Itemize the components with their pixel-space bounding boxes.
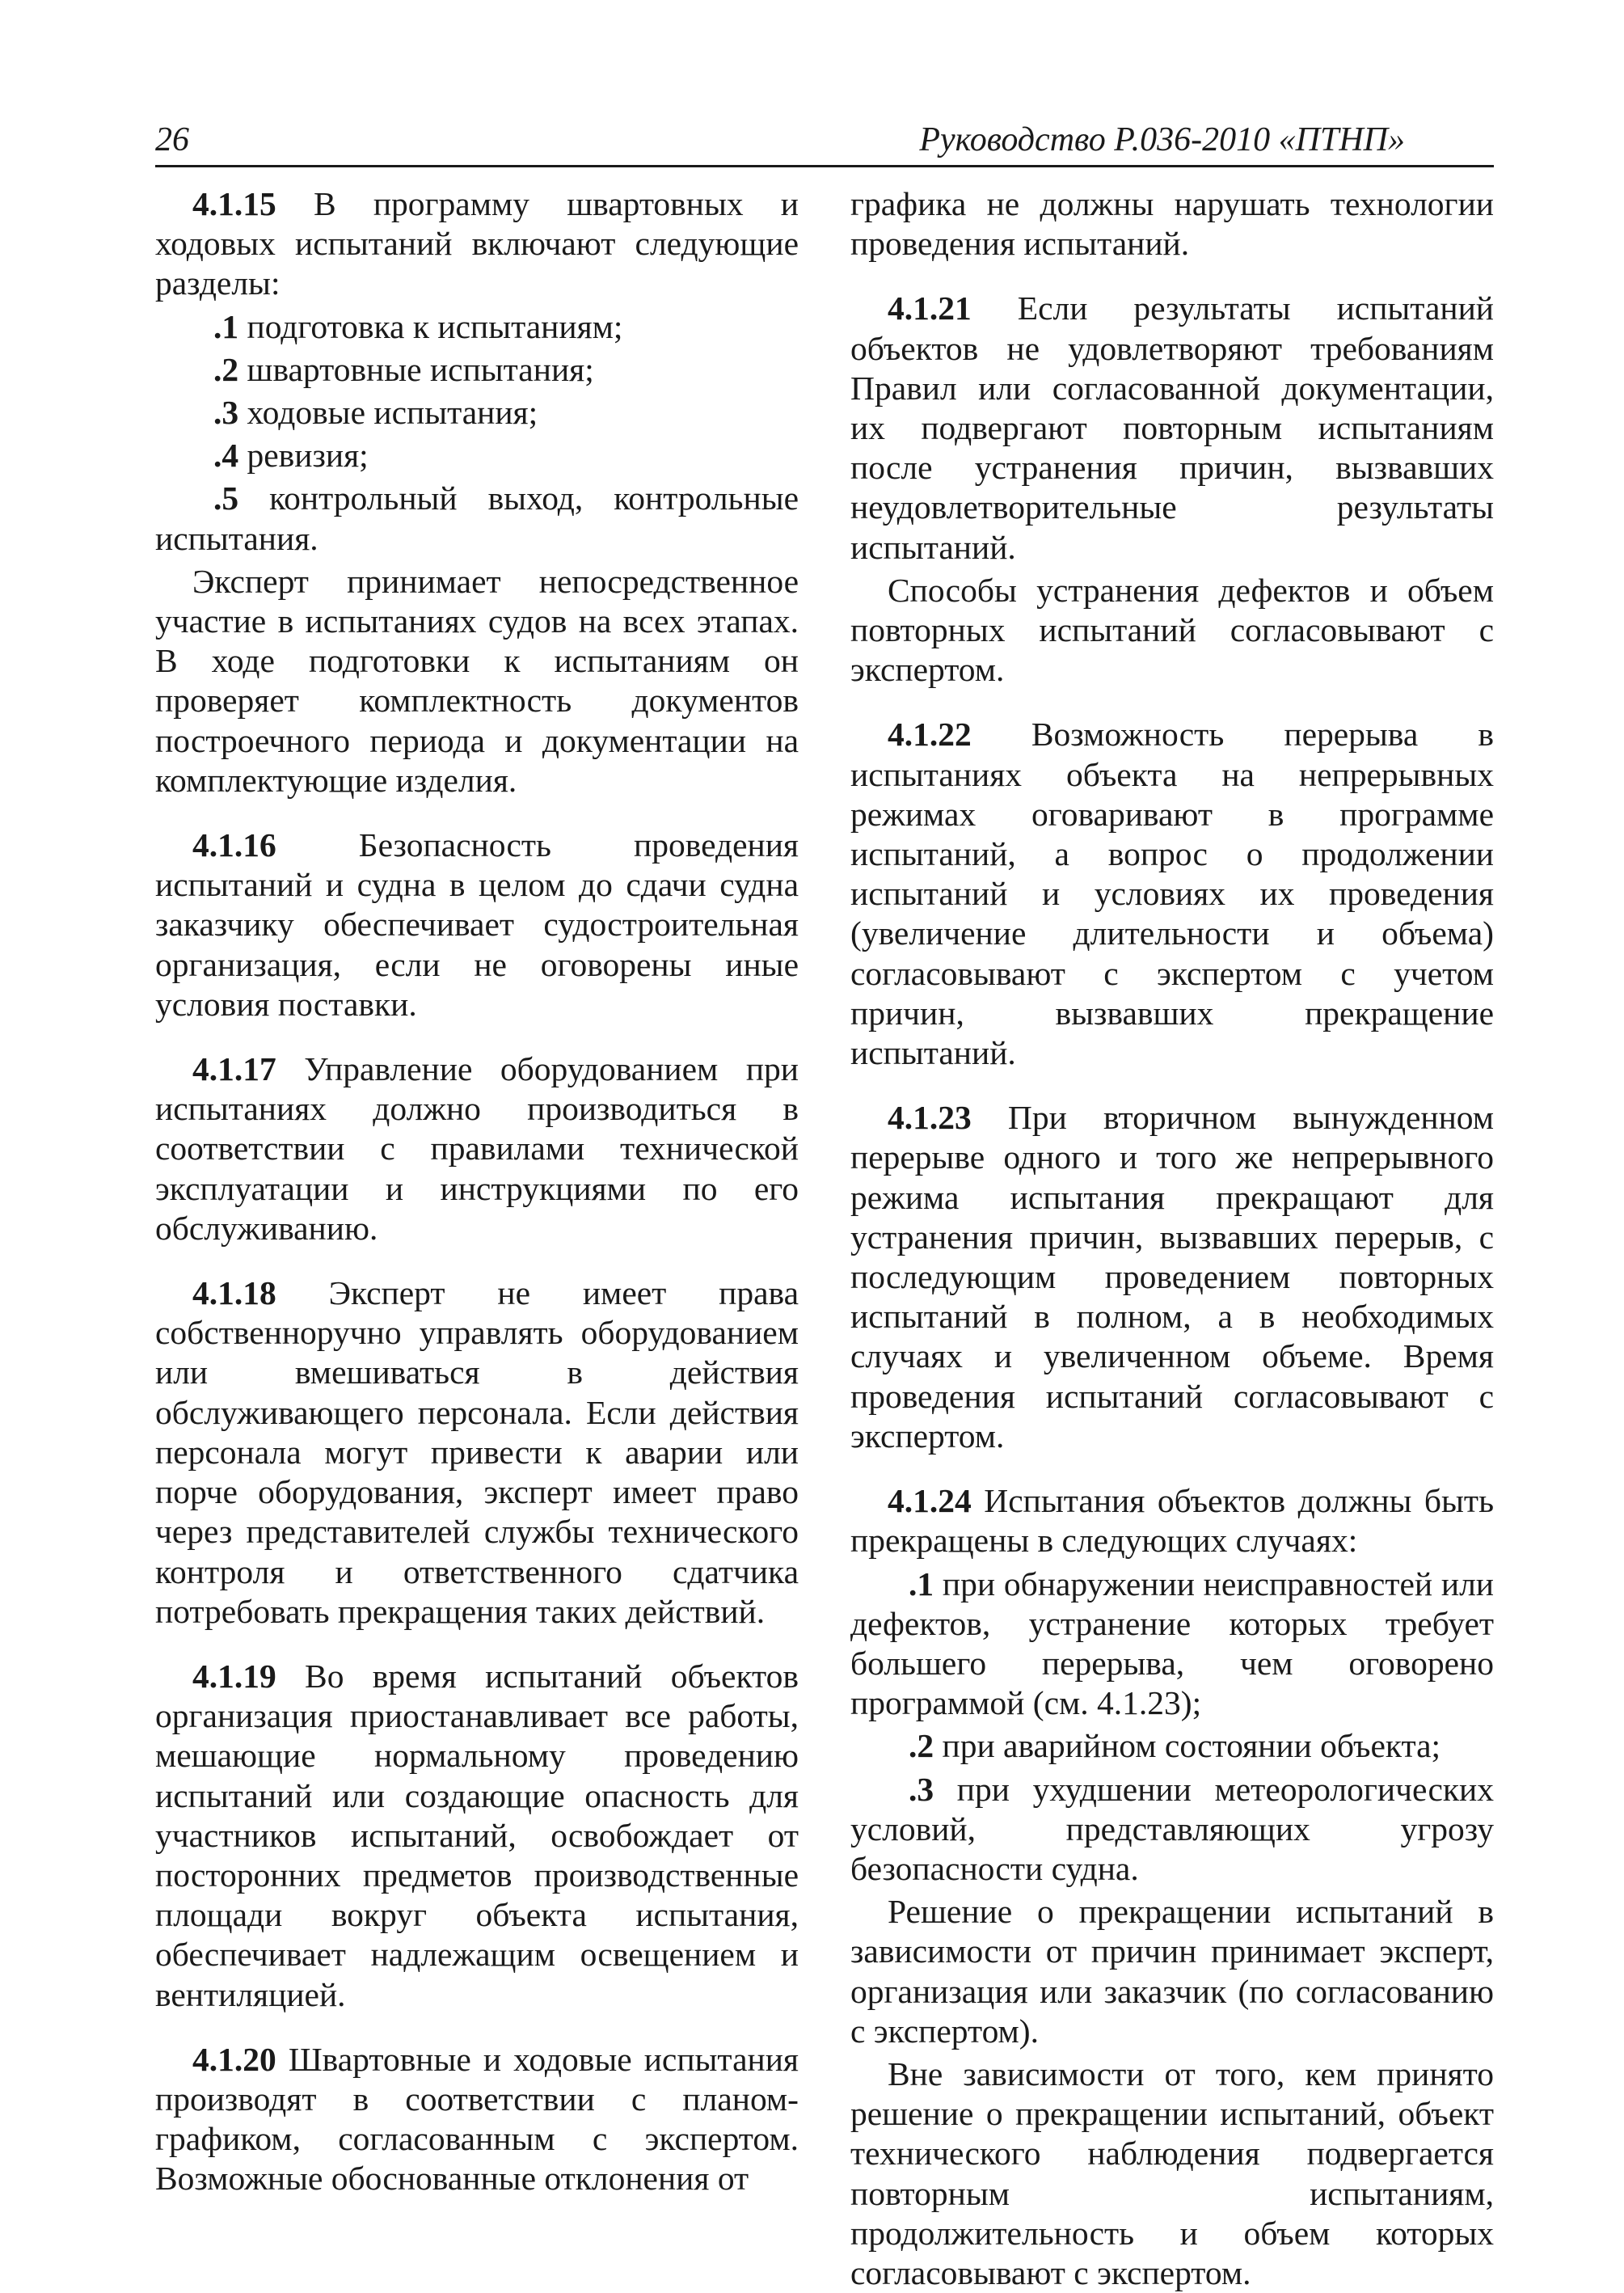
item-number: .5 (213, 479, 239, 517)
item-text: подготовка к испытаниям; (238, 307, 623, 345)
item-text: ревизия; (238, 437, 369, 475)
list-item (850, 1770, 1494, 1890)
clause-text: Если результаты испытаний объектов не удовлетворяют требованиям Правил или согласованной документации, их подвергают повторным испытаниям после устранения причин, вызвавших неудовлетворительные результаты испытаний. (850, 289, 1494, 566)
list-item (155, 436, 799, 475)
clause-text: Швартовные и ходовые испытания производят в соответствии с планом-графиком, согласованным с экспертом. Возможные обоснованные отклонения от (155, 2040, 799, 2198)
paragraph-expert: Эксперт принимает непосредственное участие в испытаниях судов на всех этапах. В ходе подготовки к испытаниям он проверяет комплектность документов построечного периода и документации на комплектующие изделия. (155, 562, 799, 799)
clause-number: 4.1.19 (192, 1657, 276, 1695)
clause-text: Во время испытаний объектов организация приостанавливает все работы, мешающие нормальному проведению испытаний или создающие опасность для участников испытаний, освобождает от посторонних предметов производственные площади вокруг объекта испытания, обеспечивает надлежащим освещением и вентиляцией. (155, 1657, 799, 2013)
item-number: .3 (213, 394, 239, 432)
clause-4-1-19 (155, 1657, 799, 2015)
clause-text: Эксперт не имеет права собственноручно управлять оборудованием или вмешиваться в действия обслуживающего персонала. Если действия персонала могут привести к аварии или порче оборудования, эксперт имеет право через представителей службы технического контроля и ответственного сдатчика потребовать прекращения таких действий. (155, 1274, 799, 1630)
item-text: контрольный выход, контрольные испытания. (155, 479, 799, 557)
item-text: при аварийном состоянии объекта; (934, 1727, 1441, 1765)
item-number: .1 (909, 1565, 934, 1603)
list-item (155, 393, 799, 433)
clause-number: 4.1.15 (192, 185, 276, 222)
paragraph-decision: Решение о прекращении испытаний в зависимости от причин принимает эксперт, организация или заказчик (по согласованию с экспертом). (850, 1893, 1494, 2050)
item-number: .4 (213, 437, 239, 475)
item-text: швартовные испытания; (238, 350, 594, 388)
clause-4-1-22 (850, 715, 1494, 1073)
item-number: .2 (909, 1727, 934, 1765)
right-column (850, 184, 1494, 2293)
clause-4-1-20 (155, 2040, 799, 2199)
clause-4-1-20-continued: графика не должны нарушать технологии проведения испытаний. (850, 185, 1494, 263)
item-text: при ухудшении метеорологических условий, представляющих угрозу безопасности судна. (850, 1770, 1494, 1887)
paragraph-methods: Способы устранения дефектов и объем повторных испытаний согласовывают с экспертом. (850, 571, 1494, 689)
list-item (850, 1726, 1494, 1766)
item-number: .3 (909, 1770, 934, 1808)
clause-4-1-16 (155, 826, 799, 1024)
clause-number: 4.1.22 (888, 716, 972, 754)
list-item (850, 1565, 1494, 1724)
item-number: .2 (213, 350, 239, 388)
clause-text: При вторичном вынужденном перерыве одного и того же непрерывного режима испытания прекращают для устранения причин, вызвавших перерыв, с последующим проведением повторных испытаний в полном, а в необходимых случаях и увеличенном объеме. Время проведения испытаний согласовывают с экспертом. (850, 1099, 1494, 1455)
item-text: при обнаружении неисправностей или дефектов, устранение которых требует большего перерыва, чем оговорено программой (см. 4.1.23); (850, 1565, 1494, 1722)
item-text: ходовые испытания; (238, 394, 538, 432)
clause-number: 4.1.18 (192, 1274, 276, 1312)
left-column (155, 184, 799, 2199)
page-number: 26 (155, 121, 189, 158)
list-item (155, 479, 799, 558)
clause-text: Испытания объектов должны быть прекращены в следующих случаях: (850, 1482, 1494, 1560)
item-number: .1 (213, 307, 239, 345)
clause-4-1-21 (850, 289, 1494, 567)
clause-text: В программу швартовных и ходовых испытаний включают следующие разделы: (155, 185, 799, 302)
clause-text: Управление оборудованием при испытаниях должно производиться в соответствии с правилами технической эксплуатации и инструкциями по его обслуживанию. (155, 1050, 799, 1247)
document-title: Руководство Р.036-2010 «ПТНП» (919, 121, 1405, 158)
clause-text: Возможность перерыва в испытаниях объекта на непрерывных режимах оговаривают в программе испытаний, а вопрос о продолжении испытаний и условиях их проведения (увеличение длительности и объема) согласовывают с экспертом с учетом причин, вызвавших прекращение испытаний. (850, 716, 1494, 1072)
clause-4-1-17 (155, 1049, 799, 1248)
clause-number: 4.1.24 (888, 1482, 972, 1520)
list-item (155, 307, 799, 347)
clause-number: 4.1.20 (192, 2040, 276, 2078)
clause-text: Безопасность проведения испытаний и судна в целом до сдачи судна заказчику обеспечивает судостроительная организация, если не оговорены иные условия поставки. (155, 826, 799, 1023)
clause-4-1-18 (155, 1273, 799, 1632)
clause-number: 4.1.16 (192, 826, 276, 864)
clause-number: 4.1.21 (888, 289, 972, 327)
running-header (155, 120, 1494, 167)
paragraph-regardless: Вне зависимости от того, кем принято решение о прекращении испытаний, объект технического наблюдения подвергается повторным испытаниям, продолжительность и объем которых согласовывают с экспертом. (850, 2054, 1494, 2291)
clause-number: 4.1.23 (888, 1099, 972, 1137)
clause-4-1-23 (850, 1098, 1494, 1456)
clause-4-1-24 (850, 1481, 1494, 1560)
clause-number: 4.1.17 (192, 1050, 276, 1088)
clause-4-1-15 (155, 184, 799, 304)
list-item (155, 350, 799, 390)
